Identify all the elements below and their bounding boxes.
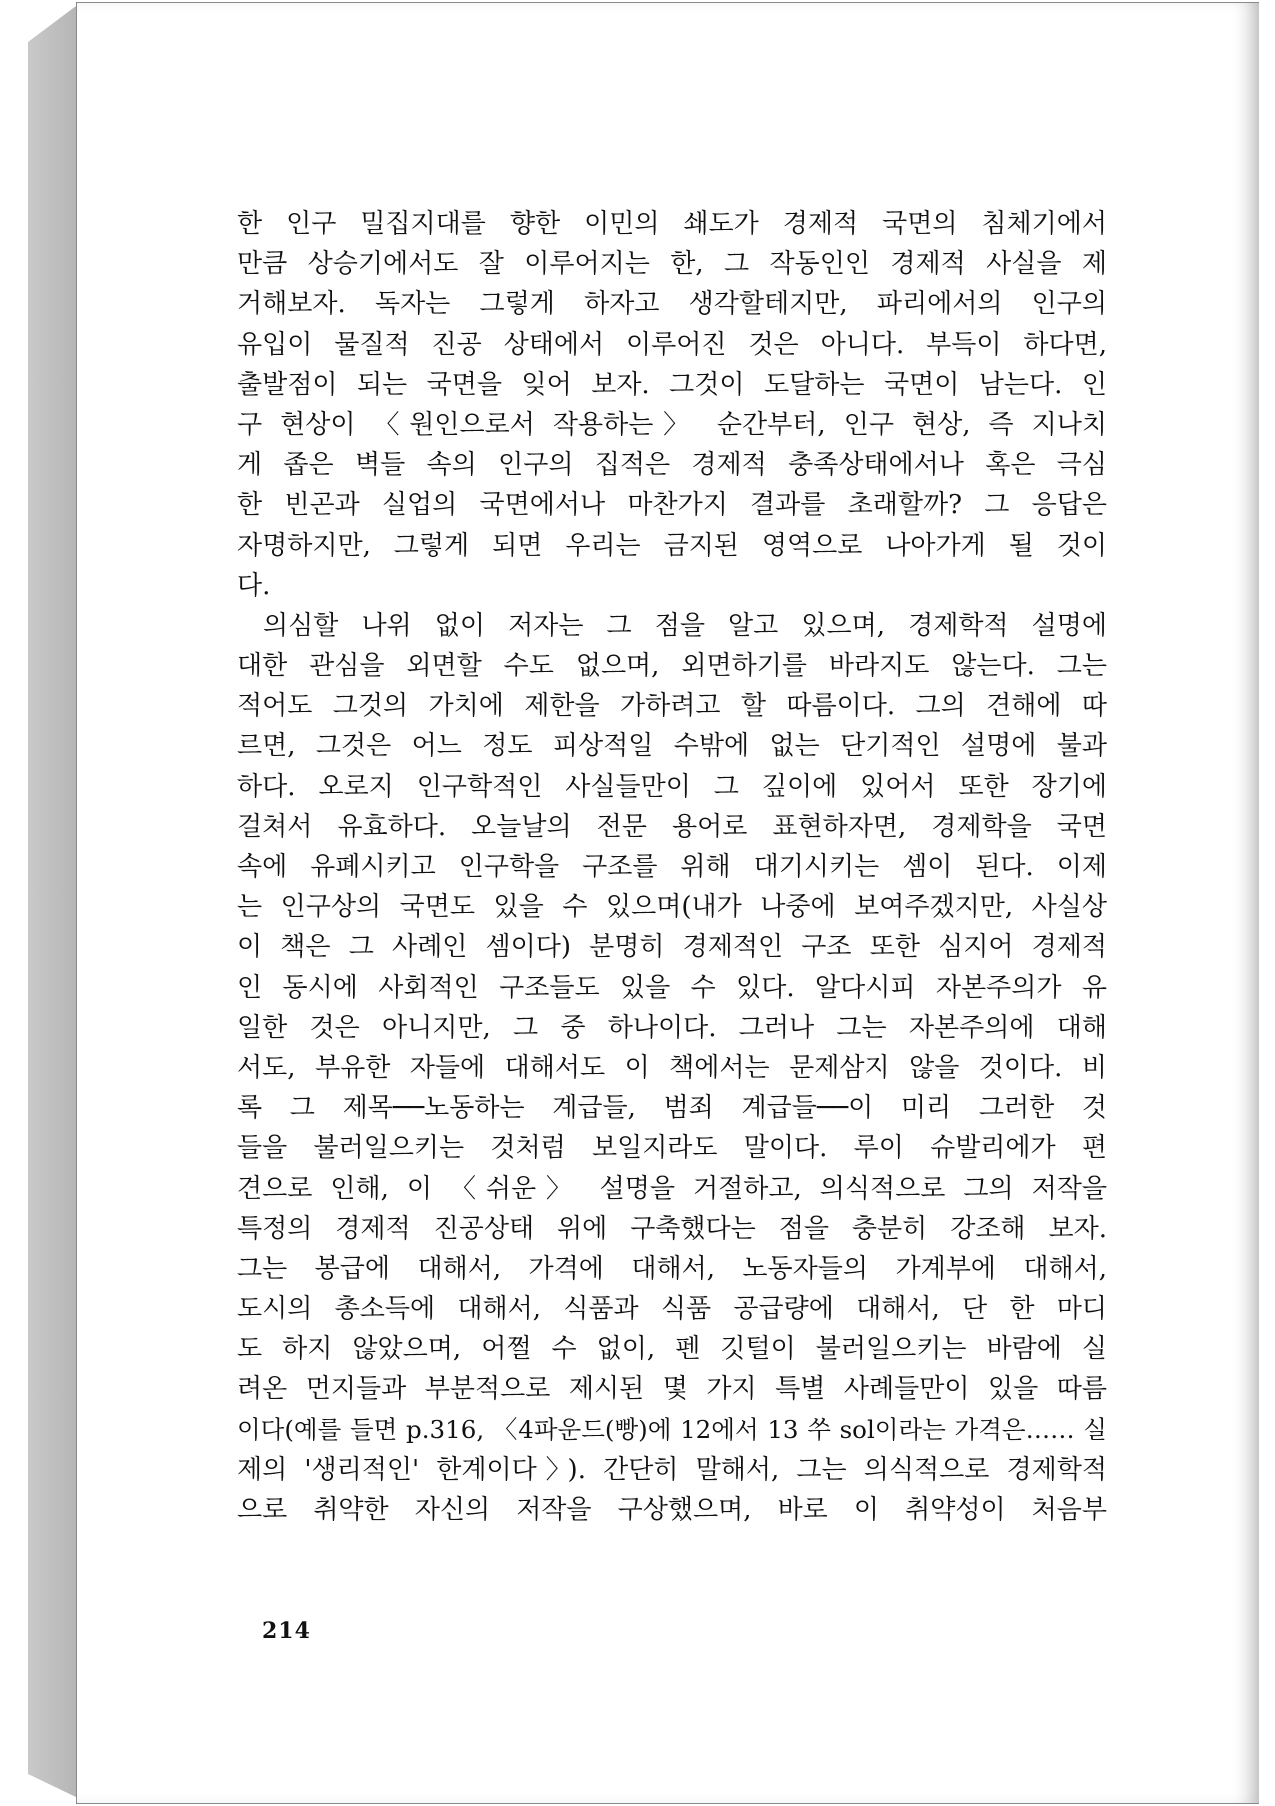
text-line: 이다(예를 들면 p.316, 〈4파운드(빵)에 12에서 13 쑤 sol이라는 가격은…… 실 — [237, 1414, 1107, 1444]
body-text — [237, 204, 1107, 1530]
text-line: 이 책은 그 사례인 셈이다) 분명히 경제적인 구조 또한 심지어 경제적 — [237, 932, 1107, 963]
text-line: 으로 취약한 자신의 저작을 구상했으며, 바로 이 취약성이 처음부 — [237, 1495, 1107, 1525]
text-line: 자명하지만, 그렇게 되면 우리는 금지된 영역으로 나아가게 될 것이 — [237, 530, 1107, 561]
text-line: 하다. 오로지 인구학적인 사실들만이 그 깊이에 있어서 또한 장기에 — [237, 771, 1107, 802]
book-spine — [28, 6, 78, 1798]
text-line: 견으로 인해, 이 〈쉬운〉 설명을 거절하고, 의식적으로 그의 저작을 — [237, 1173, 1107, 1204]
text-line: 게 좁은 벽들 속의 인구의 집적은 경제적 충족상태에서나 혹은 극심 — [237, 450, 1107, 481]
text-line: 인 동시에 사회적인 구조들도 있을 수 있다. 알다시피 자본주의가 유 — [237, 972, 1107, 1003]
text-line: 다. — [237, 570, 271, 601]
text-line: 르면, 그것은 어느 정도 피상적일 수밖에 없는 단기적인 설명에 불과 — [237, 731, 1107, 762]
text-line: 제의 '생리적인' 한계이다〉). 간단히 말해서, 그는 의식적으로 경제학적 — [237, 1454, 1107, 1485]
page-number: 214 — [262, 1618, 311, 1644]
text-line: 려온 먼지들과 부분적으로 제시된 몇 가지 특별 사례들만이 있을 따름 — [237, 1374, 1107, 1405]
text-line: 한 빈곤과 실업의 국면에서나 마찬가지 결과를 초래할까? 그 응답은 — [237, 490, 1107, 521]
text-line: 일한 것은 아니지만, 그 중 하나이다. 그러나 그는 자본주의에 대해 — [237, 1012, 1107, 1043]
text-line: 출발점이 되는 국면을 잊어 보자. 그것이 도달하는 국면이 남는다. 인 — [237, 369, 1107, 400]
text-line: 유입이 물질적 진공 상태에서 이루어진 것은 아니다. 부득이 하다면, — [237, 329, 1107, 360]
text-line: 서도, 부유한 자들에 대해서도 이 책에서는 문제삼지 않을 것이다. 비 — [237, 1052, 1107, 1083]
text-line: 는 인구상의 국면도 있을 수 있으며(내가 나중에 보여주겠지만, 사실상 — [237, 892, 1107, 923]
text-line: 도 하지 않았으며, 어쩔 수 없이, 펜 깃털이 불러일으키는 바람에 실 — [237, 1334, 1107, 1365]
text-line: 거해보자. 독자는 그렇게 하자고 생각할테지만, 파리에서의 인구의 — [237, 289, 1107, 320]
text-line: 록 그 제목──노동하는 계급들, 범죄 계급들──이 미리 그러한 것 — [237, 1093, 1107, 1124]
text-line: 도시의 총소득에 대해서, 식품과 식품 공급량에 대해서, 단 한 마디 — [237, 1294, 1107, 1325]
text-line: 특정의 경제적 진공상태 위에 구축했다는 점을 충분히 강조해 보자. — [237, 1213, 1107, 1244]
text-line: 한 인구 밀집지대를 향한 이민의 쇄도가 경제적 국면의 침체기에서 — [237, 209, 1107, 239]
text-line: 대한 관심을 외면할 수도 없으며, 외면하기를 바라지도 않는다. 그는 — [237, 651, 1107, 682]
text-line: 만큼 상승기에서도 잘 이루어지는 한, 그 작동인인 경제적 사실을 제 — [237, 249, 1107, 280]
text-line: 걸쳐서 유효하다. 오늘날의 전문 용어로 표현하자면, 경제학을 국면 — [237, 811, 1107, 842]
paragraph-start-line: 의심할 나위 없이 저자는 그 점을 알고 있으며, 경제학적 설명에 — [263, 610, 1107, 641]
text-line: 들을 불러일으키는 것처럼 보일지라도 말이다. 루이 슈발리에가 편 — [237, 1133, 1107, 1164]
text-line: 구 현상이 〈원인으로서 작용하는〉 순간부터, 인구 현상, 즉 지나치 — [237, 409, 1107, 440]
text-line: 적어도 그것의 가치에 제한을 가하려고 할 따름이다. 그의 견해에 따 — [237, 691, 1107, 722]
text-line: 그는 봉급에 대해서, 가격에 대해서, 노동자들의 가계부에 대해서, — [237, 1253, 1107, 1284]
text-line: 속에 유폐시키고 인구학을 구조를 위해 대기시키는 셈이 된다. 이제 — [237, 852, 1107, 882]
